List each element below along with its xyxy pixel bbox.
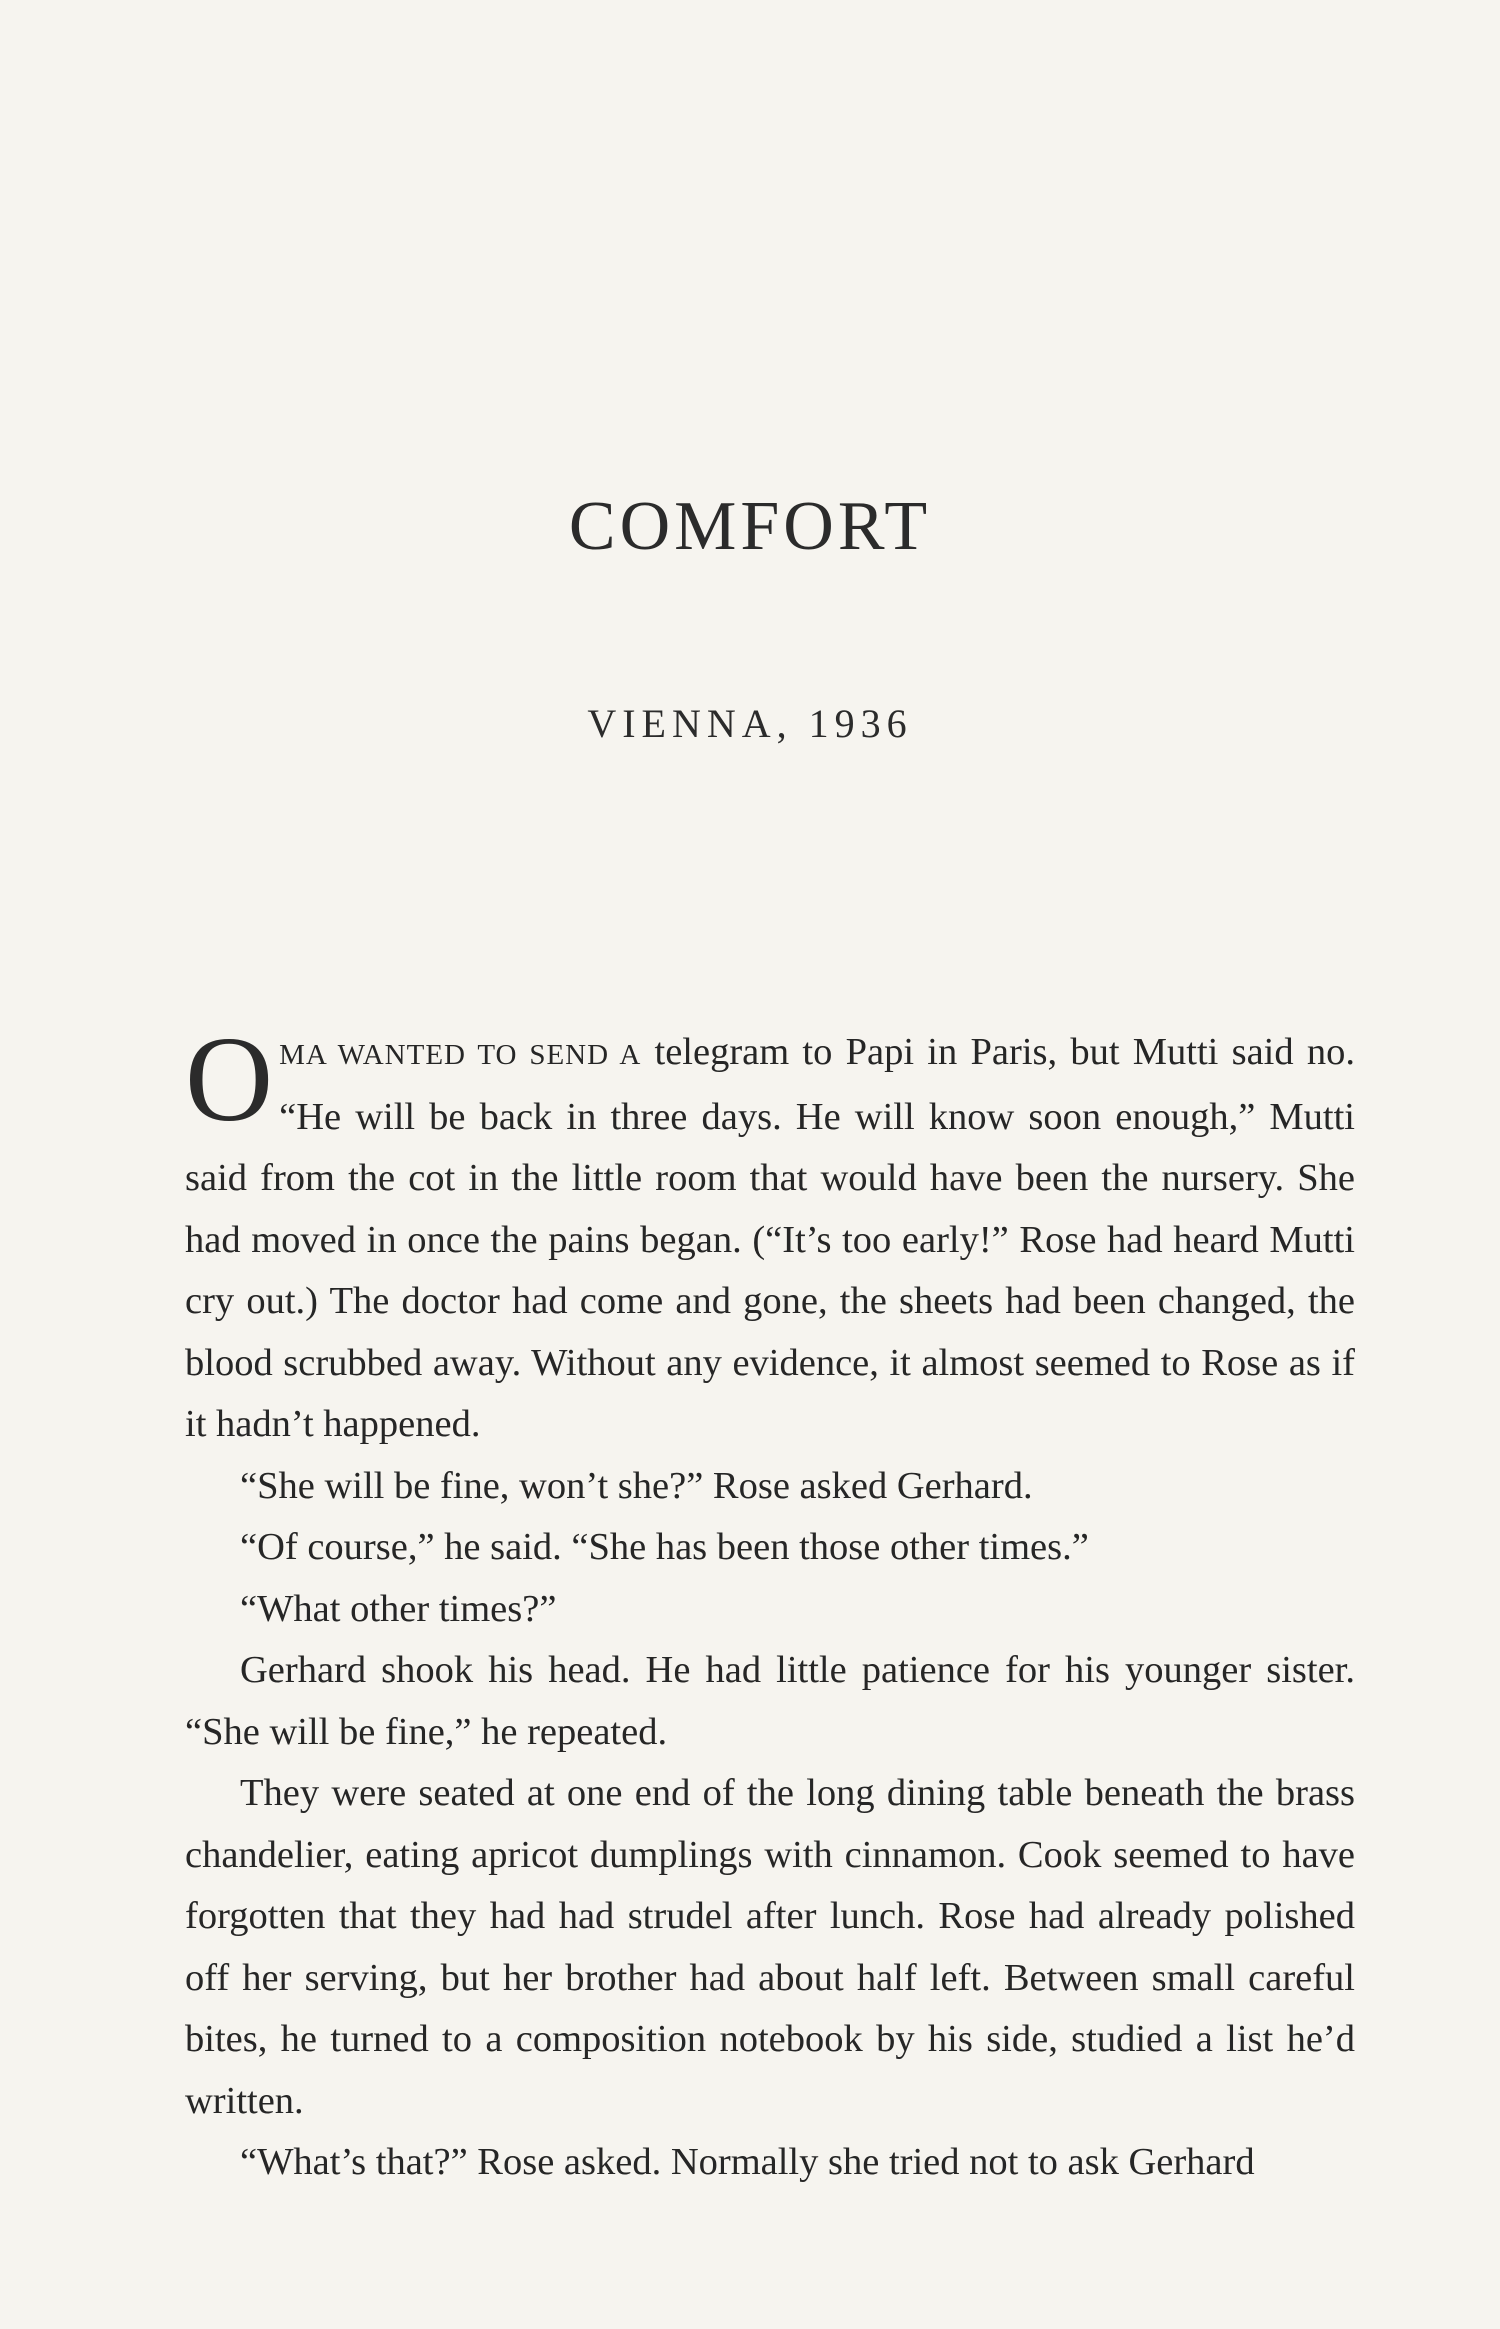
drop-cap: O xyxy=(185,1012,274,1147)
chapter-body xyxy=(185,1012,1355,2194)
paragraph-2: “She will be fine, won’t she?” Rose asked Gerhard. xyxy=(240,1464,1033,1507)
lead-in-smallcaps: MA WANTED TO SEND A xyxy=(279,1039,642,1071)
paragraph-7: “What’s that?” Rose asked. Normally she tried not to ask Gerhard xyxy=(240,2141,1255,2183)
paragraph-4: “What other times?” xyxy=(240,1587,557,1630)
paragraph-5: Gerhard shook his head. He had little patience for his younger sister. “She will be fine,” he repeated. xyxy=(185,1649,1355,1753)
chapter-title: COMFORT xyxy=(568,488,932,565)
paragraph-6: They were seated at one end of the long dining table beneath the brass chandelier, eating apricot dumplings with cinnamon. Cook seemed to have forgotten that they had had strudel after lunch. Rose had already polished off her serving, but her brother had about half left. Between small careful bites, he turned to a composition notebook by his side, studied a list he’d written. xyxy=(185,1772,1355,2122)
paragraph-1-text: telegram to Papi in Paris, but Mutti said no. “He will be back in three days. He will know soon enough,” Mutti said from the cot in the little room that would have been the nursery. She had moved in once the pains began. (“It’s too early!” Rose had heard Mutti cry out.) The doctor had come and gone, the sheets had been changed, the blood scrubbed away. Without any evidence, it almost seemed to Rose as if it hadn’t happened. xyxy=(185,1031,1355,1445)
paragraph-1 xyxy=(185,1012,1355,1456)
paragraph-3: “Of course,” he said. “She has been those other times.” xyxy=(240,1526,1089,1568)
chapter-subtitle: VIENNA, 1936 xyxy=(587,701,913,746)
